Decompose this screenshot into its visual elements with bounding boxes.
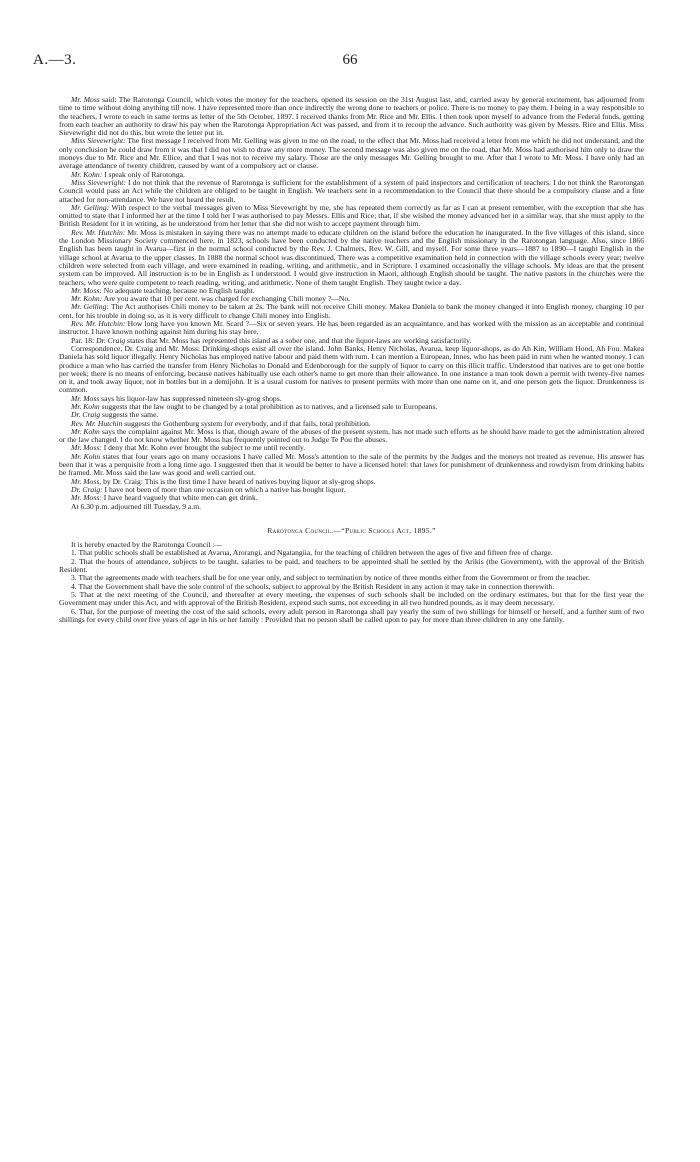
minutes-paragraphs (59, 96, 644, 511)
paragraph (59, 179, 644, 204)
speaker-name: Mr. Gelling: (71, 202, 110, 212)
paragraph-text: says his liquor-law has suppressed nineteen sly-grog shops. (99, 393, 282, 403)
paragraph-text: No adequate teaching, because no English taught. (101, 285, 255, 295)
paragraph-text: Par. 18: (71, 335, 97, 345)
paragraph-text: says the complaint against Mr. Moss is that, though aware of the abuses of the present system, has not made such efforts as he should have made to get the administration altered or the law changed. I do not know whether Mr. Moss has frequently pointed out to Judge Te Pou the abuses. (59, 426, 644, 445)
paragraph-text: suggests the same. (100, 410, 159, 420)
paragraph (59, 453, 644, 478)
act-clauses (59, 541, 644, 624)
paragraph-text: by Dr. Craig: This is the first time I have heard of natives buying liquor at sly-grog shops. (101, 476, 376, 486)
paragraph (59, 303, 644, 320)
page-number: 66 (342, 52, 358, 68)
paragraph-text: How long have you known Mr. Scard ?—Six or seven years. He has been regarded as an acquaintance, and has worked with the mission as an acceptable and continual instructor. I have known nothing against him during his stay here. (59, 319, 645, 337)
paragraph-text: suggests that the law ought to be changed by a total prohibition as to natives, and a licensed sale to Europeans. (99, 401, 438, 411)
speaker-name: Rev. Mr. Hutchin (71, 418, 123, 428)
speaker-name: Mr. Moss: (71, 493, 102, 503)
paragraph-text: I deny that Mr. Kohn ever brought the subject to me until recently. (101, 443, 306, 453)
speaker-name: Rev. Mr. Hutchin: (71, 319, 126, 329)
act-clause: 1. That public schools shall be established at Avarua, Arorangi, and Ngatangiia, for the teaching of children between the ages of five and fifteen free of charge. (71, 548, 553, 558)
act-clause: 6. That, for the purpose of meeting the cost of the said schools, every adult person in Rarotonga shall pay yearly the sum of two shillings for himself or herself, and a further sum of two shillings for every child over five years of age in his or her family : Provided that no person shall be called upon to pay for more than three children in any one family. (59, 606, 644, 624)
paragraph (59, 229, 644, 287)
paragraph-text: suggests the Gothenburg system for everybody, and if that fails, total prohibition. (122, 418, 371, 428)
paragraph (59, 320, 644, 337)
speaker-name: Mr. Kohn: (71, 294, 103, 304)
paragraph-text: The first message I received from Mr. Gelling was given to me on the road, to the effect that Mr. Moss had received a letter from me which he did not understand, and the only conclusion he could draw from it was that I did not wish to draw any more money. The second message was also given me on the road, that Mr. Moss had authorised him only to draw the moneys due to Mr. Rice and Mr. Ellice, and that I was not to receive my salary. Those are the only messages Mr. Gelling brought to me. After that I wrote to Mr. Moss. I have only had an average attendance of twenty children, caused by want of a compulsory act or clause. (59, 136, 644, 171)
speaker-name: Mr. Gelling: (71, 302, 109, 312)
speaker-name: Mr. Moss (71, 95, 100, 104)
paragraph-text: The Act authorises Chili money to be taken at 2s. The bank will not receive Chili money. Makea Daniela to bank the money changed it into English money, charging 10 per cent. for his trouble in doing so, as it is very difficult to change Chili money into English. (59, 302, 644, 320)
paragraph (59, 428, 644, 445)
paragraph-text: states that Mr. Moss has represented this island as a sober one, and that the liquor-laws are working satisfactorily. (125, 335, 472, 345)
paragraph (59, 204, 644, 229)
paragraph-text: With respect to the verbal messages given to Miss Sievewright by me, she has repeated them correctly as far as I can at present remember, with the exception that she has omitted to state that I informed her at the time I told her I was authorised to pay Messrs. Ellis and Rice; that, if she wished the money advanced her in a similar way, that she must apply to the British Resident for it in writing, as he understood from her letter that she did not wish to accept payment through him. (59, 202, 644, 229)
speaker-name: Dr. Craig (96, 335, 126, 345)
paragraph (59, 137, 644, 170)
speaker-name: Mr. Moss, (71, 476, 102, 486)
speaker-name: Mr. Moss (71, 393, 100, 403)
paragraph-text: I speak only of Rarotonga. (102, 169, 185, 179)
paragraph-text: Are you aware that 10 per cent. was charged for exchanging Chili money ?—No. (102, 294, 351, 304)
paragraph-text: I have not been of more than one occasion on which a native has bought liquor. (102, 484, 346, 494)
speaker-name: Mr. Kohn (71, 451, 101, 461)
speaker-name: Mr. Moss: (71, 285, 102, 295)
speaker-name: Mr. Moss: (71, 443, 102, 453)
paragraph-text: Mr. Moss is mistaken in saying there was no attempt made to educate children on the island before the education he inaugurated. In the five villages of this island, since the London Missionary Society commenced here, in 1823, schools have been conducted by the native teachers and the English missionary in the Rarotongan language. Also, since 1866 English has been taught in Avarua—first in the normal school conducted by the Rev. J. Chalmers, Rev. W. Gill, and myself. For some three years—1887 to 1890—I taught English in the village school at Avarua to the upper classes. In 1888 the normal school was discontinued. There was a competitive examination held in connection with the village schools every year; twelve children were selected from each village, and were examined in reading, writing, and arithmetic, and in Scripture. I examined occasionally the village schools. My ideas are that the present system can be improved. All instruction is to be in English as I understood. I would give instruction in Maori, although English should be taught. The native pastors in the churches were the teachers, who were quite competent to teach reading, writing, and arithmetic. None of them taught English. They taught twice a day. (59, 227, 644, 287)
paragraph (59, 96, 644, 137)
paragraph-text: said: The Rarotonga Council, which votes the money for the teachers, opened its session on the 31st August last, and, carried away by general excitement, has adjourned from time to time without doing anything till now. I have represented more than once indirectly the wrong done to teachers or police. There is no money to pay them. I being in a way responsible to the teachers, I wrote to each in same terms as letter of the 5th October, 1897. I received thanks from Mr. Rice and Mr. Ellis. I then took upon myself to advance from the Federal funds, getting from each teacher an authority to draw his pay when the Rarotonga Appropriation Act was passed, and from it to recoup the advance. Such authority was given by Messrs. Rice and Ellis. Miss Sievewright did not do this, but wrote the letter put in. (59, 95, 644, 138)
act-clause: It is hereby enacted by the Rarotonga Council :— (71, 540, 222, 550)
paragraph-text: Correspondence, Dr. Craig and Mr. Moss: Drinking-shops exist all over the island. John Banks, Henry Nicholas, Avarua, keep liquor-shops, as do Ah Kin, William Hood, Ah Fou. Makea Daniela has sold liquor illegally. Henry Nicholas has employed native labour and paid them with rum. I can mention a European, Innes, who has been paid in rum when he wanted money. I can produce a man who has carried the transfer from Henry Nicholas to Donald and Edenborough for the supply of liquor to carry on this illicit traffic. Understood that natives are to get one bottle per week; there is no means of enforcing, because natives habitually use each other's name to get more than their allowance. In one instance a man took down a permit with twenty-five names on it, and took away liquor, not in bottles but in a demijohn. It is a usual custom for natives to present permits with more than one name on it, and one person gets the liquor. Drunkenness is common. (59, 343, 644, 395)
paragraph (59, 503, 644, 511)
paragraph (59, 345, 644, 395)
body-text (59, 96, 644, 624)
act-clause: 4. That the Government shall have the sole control of the schools, subject to approval by the British Resident in any action it may take in connection therewith. (71, 581, 555, 591)
speaker-name: Miss Sievewright: (71, 177, 126, 187)
paragraph-text: I have heard vaguely that white men can get drink. (101, 493, 258, 503)
speaker-name: Dr. Craig (71, 410, 101, 420)
speaker-name: Mr. Kohn: (71, 169, 103, 179)
speaker-name: Mr. Kohn (71, 401, 100, 411)
paragraph-text: At 6.30 p.m. adjourned till Tuesday, 9 a.m. (71, 501, 202, 511)
paragraph-text: I do not think that the revenue of Rarotonga is sufficient for the establishment of a system of paid inspectors and certification of teachers. I do not think the Rarotongan Council would pass an Act while the children are obliged to be taught in English. We teachers sent in a recommendation to the Council that there should be a compulsory clause and a fine attached for non-attendance. We have not heard the result. (59, 177, 645, 204)
act-clause: 2. That the hours of attendance, subjects to be taught, salaries to be paid, and teachers to be appointed shall be settled by the Arikis (the Government), with the approval of the British Resident. (59, 556, 644, 575)
speaker-name: Miss Sievewright: (71, 136, 126, 146)
speaker-name: Rev. Mr. Hutchin: (71, 227, 126, 237)
speaker-name: Mr. Kohn (71, 426, 100, 436)
act-clause: 5. That at the next meeting of the Council, and thereafter at every meeting, the expenses of such schools shall be included on the ordinary estimates, but that for the first year the Government may under this Act, and with approval of the British Resident, expend such sums, not exceeding in all two hundred pounds, as it may deem necessary. (59, 589, 644, 608)
act-clause: 3. That the agreements made with teachers shall be for one year only, and subject to termination by notice of three months either from the Government or from the teacher. (71, 573, 590, 583)
speaker-name: Dr. Craig: (71, 484, 103, 494)
section-title: Rarotonga Council.—“Public Schools Act, 1895.” (267, 525, 436, 535)
paragraph-text: states that four years ago on many occasions I have called Mr. Moss's attention to the sale of the permits by the Judges and the moneys not treated as revenue. His answer has been that it was a perquisite from a long time ago. I suggested then that it would be better to have a licensed hotel: that laws for punishment of drunkenness and rowdyism from drinking habits be framed. Mr. Moss said the law was good and well carried out. (59, 451, 644, 478)
document-reference: A.—3. (33, 52, 77, 68)
page-header (33, 52, 667, 72)
